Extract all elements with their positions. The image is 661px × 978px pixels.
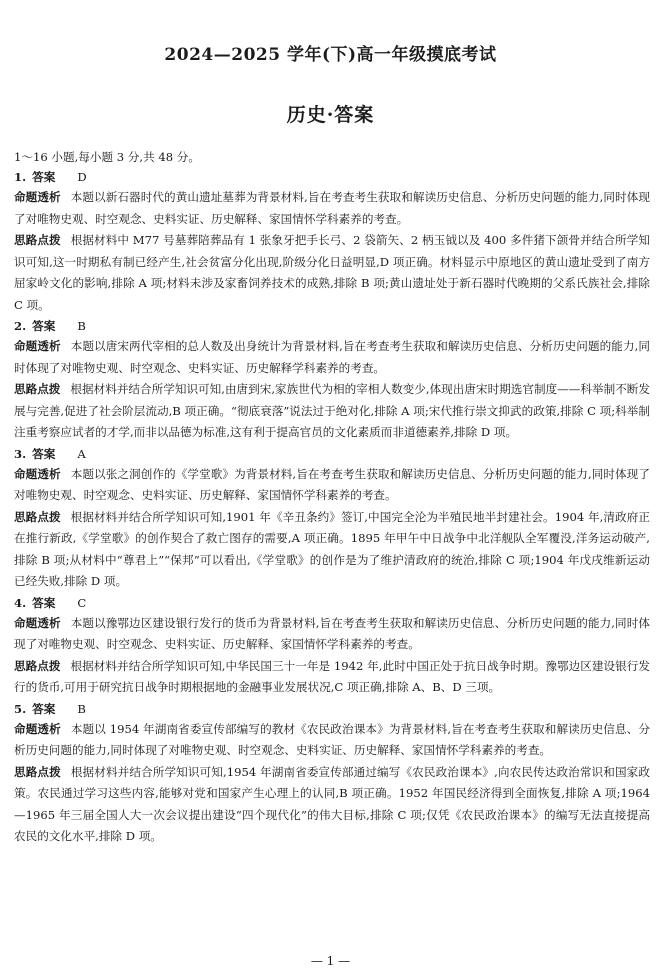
hint-paragraph: [14, 762, 650, 848]
analysis-label: 命题透析: [14, 615, 61, 630]
hint-text: 根据材料并结合所学知识可知,1901 年《辛丑条约》签订,中国完全沦为半殖民地半封建社会。1904 年,清政府正在推行新政,《学堂歌》的创作契合了救亡图存的需要,A 项正确。1895 年甲午中日战争中北洋舰队全军覆没,洋务运动破产,排除 B 项;从材料中“尊君上”“保邦”可以看出,《学堂歌》的创作是为了维护清政府的统治,排除 C 项;1904 年戊戌维新运动已经失败,排除 D 项。: [14, 509, 650, 588]
question-2: [14, 316, 650, 444]
answer-letter: B: [77, 319, 86, 333]
question-number: 1.: [14, 170, 27, 184]
answer-label: 答案: [32, 170, 56, 184]
analysis-label: 命题透析: [14, 721, 61, 736]
answer-letter: C: [77, 595, 87, 610]
hint-text: 根据材料并结合所学知识可知,由唐到宋,家族世代为相的宰相人数变少,体现出唐宋时期选官制度——科举制不断发展与完善,促进了社会阶层流动,B 项正确。“彻底衰落”说法过于绝对化,排除 A 项;宋代推行崇文抑武的政策,排除 C 项;科举制注重考察应试者的才学,而非以品德为标准,这有利于提高官员的文化素质而非道德素养,排除 D 项。: [14, 382, 650, 439]
answer-letter: B: [77, 701, 86, 716]
hint-label: 思路点拨: [14, 658, 61, 673]
question-1: [14, 167, 650, 316]
answer-content: [14, 148, 650, 848]
hint-text: 根据材料中 M77 号墓葬陪葬品有 1 张象牙把手长弓、2 袋箭矢、2 柄玉钺以及 400 多件猪下颌骨并结合所学知识可知,这一时期私有制已经产生,社会贫富分化出现,阶级分化日益明显,D 项正确。材料显示中原地区的黄山遗址受到了南方屈家岭文化的影响,排除 A 项;材料未涉及家畜饲养技术的成熟,排除 B 项;黄山遗址处于新石器时代晚期的父系氏族社会,排除 C 项。: [14, 233, 650, 312]
answer-letter: A: [77, 446, 86, 461]
question-header: [14, 316, 650, 336]
hint-paragraph: [14, 379, 650, 444]
analysis-text: 本题以新石器时代的黄山遗址墓葬为背景材料,旨在考查考生获取和解读历史信息、分析历史问题的能力,同时体现了对唯物史观、时空观念、史料实证、历史解释、家国情怀学科素养的考查。: [14, 190, 650, 226]
hint-label: 思路点拨: [14, 764, 61, 779]
hint-paragraph: [14, 507, 650, 593]
hint-label: 思路点拨: [14, 509, 61, 524]
hint-label: 思路点拨: [14, 382, 61, 396]
analysis-paragraph: [14, 719, 650, 762]
page-number: — 1 —: [310, 954, 351, 968]
analysis-text: 本题以 1954 年湖南省委宣传部编写的教材《农民政治课本》为背景材料,旨在考查考生获取和解读历史信息、分析历史问题的能力,同时体现了对唯物史观、时空观念、史料实证、历史解释、家国情怀学科素养的考查。: [14, 721, 650, 757]
question-number: 4.: [14, 595, 27, 610]
question-5: [14, 699, 650, 848]
analysis-label: 命题透析: [14, 466, 61, 481]
question-number: 3.: [14, 446, 27, 461]
analysis-paragraph: [14, 464, 650, 507]
analysis-label: 命题透析: [14, 190, 61, 204]
question-header: [14, 699, 650, 719]
scoring-intro: 1～16 小题,每小题 3 分,共 48 分。: [14, 150, 200, 164]
hint-paragraph: [14, 230, 650, 316]
question-header: [14, 167, 650, 187]
analysis-text: 本题以豫鄂边区建设银行发行的货币为背景材料,旨在考查考生获取和解读历史信息、分析历史问题的能力,同时体现了对唯物史观、时空观念、史料实证、历史解释、家国情怀学科素养的考查。: [14, 615, 650, 651]
hint-text: 根据材料并结合所学知识可知,中华民国三十一年是 1942 年,此时中国正处于抗日战争时期。豫鄂边区建设银行发行的货币,可用于研究抗日战争时期根据地的金融事业发展状况,C 项正确,排除 A、B、D 三项。: [14, 658, 650, 694]
answer-label: 答案: [32, 446, 56, 461]
analysis-paragraph: [14, 336, 650, 379]
subject-title: 历史·答案: [286, 104, 375, 126]
hint-paragraph: [14, 656, 650, 699]
question-header: [14, 593, 650, 613]
exam-title: 2024—2025 学年(下)高一年级摸底考试: [164, 45, 497, 65]
analysis-text: 本题以张之洞创作的《学堂歌》为背景材料,旨在考查考生获取和解读历史信息、分析历史问题的能力,同时体现了对唯物史观、时空观念、史料实证、历史解释、家国情怀学科素养的考查。: [14, 466, 650, 502]
analysis-paragraph: [14, 187, 650, 230]
analysis-text: 本题以唐宋两代宰相的总人数及出身统计为背景材料,旨在考查考生获取和解读历史信息、分析历史问题的能力,同时体现了对唯物史观、时空观念、史料实证、历史解释学科素养的考查。: [14, 339, 650, 375]
answer-letter: D: [77, 170, 87, 184]
answer-label: 答案: [32, 701, 56, 716]
question-3: [14, 444, 650, 593]
hint-label: 思路点拨: [14, 233, 61, 247]
question-number: 5.: [14, 701, 27, 716]
question-4: [14, 593, 650, 699]
analysis-label: 命题透析: [14, 339, 61, 353]
answer-label: 答案: [32, 595, 56, 610]
hint-text: 根据材料并结合所学知识可知,1954 年湖南省委宣传部通过编写《农民政治课本》,向农民传达政治常识和国家政策。农民通过学习这些内容,能够对党和国家产生心理上的认同,B 项正确。1952 年国民经济得到全面恢复,排除 A 项;1964—1965 年三届全国人大一次会议提出建设“四个现代化”的伟大目标,排除 C 项;仅凭《农民政治课本》的编写无法直接提高农民的文化水平,排除 D 项。: [14, 764, 650, 843]
question-number: 2.: [14, 319, 27, 333]
analysis-paragraph: [14, 613, 650, 656]
answer-label: 答案: [32, 319, 56, 333]
question-header: [14, 444, 650, 464]
